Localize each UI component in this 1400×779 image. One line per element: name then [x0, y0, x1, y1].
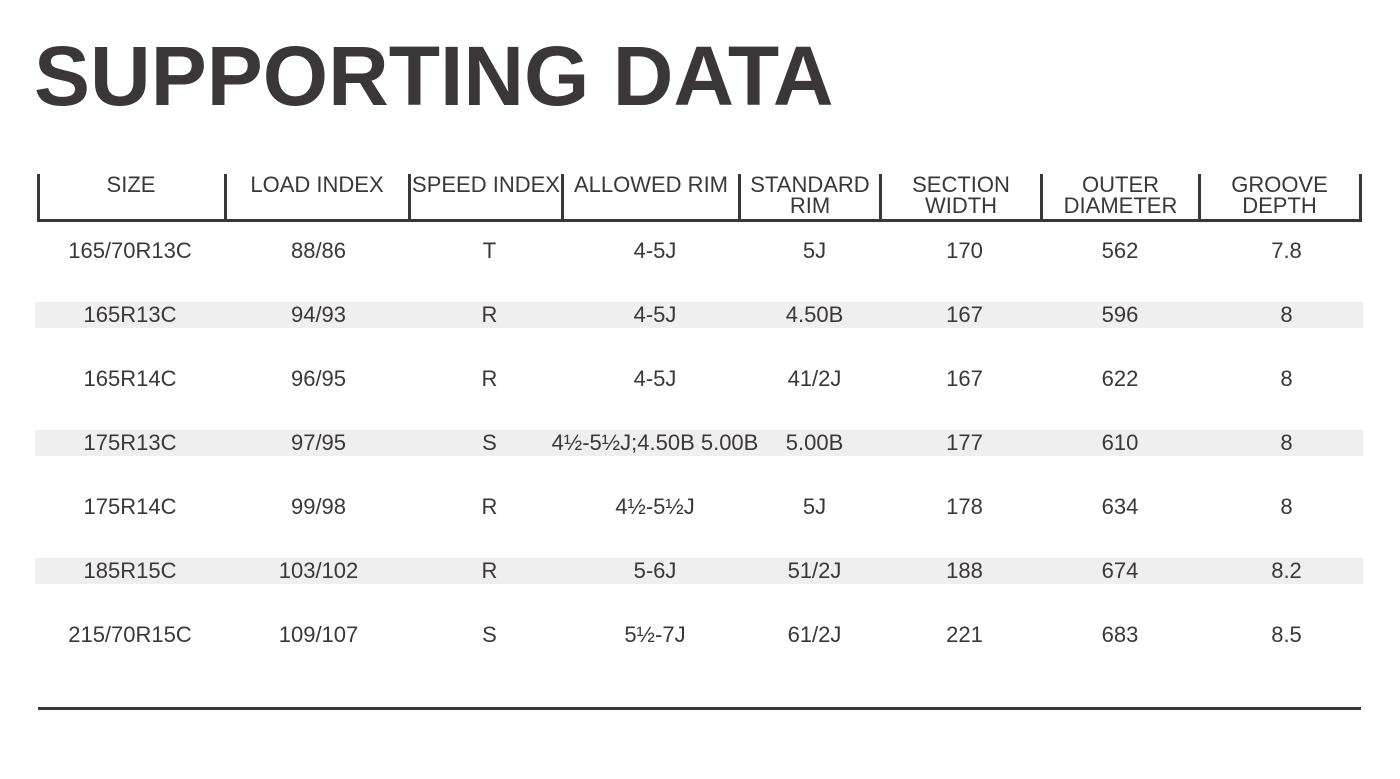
- cell-groove-depth: 8: [1280, 494, 1293, 519]
- cell-section-width: 177: [946, 430, 983, 455]
- header-section-width: SECTION WIDTH: [912, 172, 1010, 218]
- cell-section-width: 188: [946, 558, 983, 583]
- header-outer-diameter: OUTER DIAMETER: [1063, 172, 1178, 218]
- page-title: SUPPORTING DATA: [34, 29, 834, 123]
- cell-standard-rim: 5.00B: [785, 430, 844, 455]
- header-allowed-rim: ALLOWED RIM: [573, 172, 729, 197]
- cell-allowed-rim: 5-6J: [633, 558, 677, 583]
- cell-groove-depth: 8: [1280, 302, 1293, 327]
- cell-speed-index: T: [482, 238, 497, 263]
- cell-outer-diameter: 622: [1101, 366, 1139, 391]
- cell-standard-rim: 61/2J: [787, 622, 842, 647]
- cell-outer-diameter: 683: [1101, 622, 1139, 647]
- cell-allowed-rim: 5½-7J: [624, 622, 686, 647]
- cell-load-index: 94/93: [290, 302, 347, 327]
- cell-outer-diameter: 674: [1101, 558, 1139, 583]
- header-groove-depth: GROOVE DEPTH: [1231, 172, 1328, 218]
- cell-groove-depth: 7.8: [1271, 238, 1302, 263]
- cell-size: 175R14C: [83, 494, 177, 519]
- cell-allowed-rim: 4½-5½J: [615, 494, 695, 519]
- cell-load-index: 96/95: [290, 366, 347, 391]
- cell-section-width: 178: [946, 494, 983, 519]
- cell-speed-index: R: [481, 558, 498, 583]
- cell-speed-index: S: [482, 622, 497, 647]
- cell-standard-rim: 5J: [802, 238, 827, 263]
- cell-size: 215/70R15C: [68, 622, 192, 647]
- cell-speed-index: S: [482, 430, 497, 455]
- cell-section-width: 167: [946, 366, 983, 391]
- table-row: [35, 366, 1363, 392]
- column-divider: [1359, 174, 1362, 219]
- cell-load-index: 99/98: [290, 494, 347, 519]
- header-speed-index: SPEED INDEX: [412, 172, 560, 197]
- table-row: [35, 622, 1363, 648]
- cell-groove-depth: 8: [1280, 430, 1293, 455]
- table-body: [35, 238, 1363, 686]
- table-row: [35, 238, 1363, 264]
- table-row: [35, 494, 1363, 520]
- cell-load-index: 109/107: [278, 622, 359, 647]
- cell-groove-depth: 8.2: [1271, 558, 1302, 583]
- cell-allowed-rim: 4-5J: [633, 366, 677, 391]
- cell-size: 165R13C: [83, 302, 177, 327]
- cell-outer-diameter: 562: [1101, 238, 1139, 263]
- table-row: [35, 430, 1363, 456]
- table-row: [35, 558, 1363, 584]
- bottom-rule: [38, 707, 1361, 710]
- cell-outer-diameter: 634: [1101, 494, 1139, 519]
- cell-standard-rim: 4.50B: [785, 302, 844, 327]
- cell-size: 175R13C: [83, 430, 177, 455]
- cell-allowed-rim: 4½-5½J;4.50B 5.00B: [551, 430, 759, 455]
- cell-size: 165R14C: [83, 366, 177, 391]
- cell-section-width: 167: [946, 302, 983, 327]
- cell-load-index: 103/102: [278, 558, 359, 583]
- cell-speed-index: R: [481, 302, 498, 327]
- cell-load-index: 97/95: [290, 430, 347, 455]
- cell-standard-rim: 5J: [802, 494, 827, 519]
- table-row: [35, 302, 1363, 328]
- cell-size: 165/70R13C: [68, 238, 192, 263]
- cell-outer-diameter: 610: [1101, 430, 1139, 455]
- cell-standard-rim: 41/2J: [787, 366, 842, 391]
- cell-outer-diameter: 596: [1101, 302, 1139, 327]
- cell-standard-rim: 51/2J: [787, 558, 842, 583]
- cell-allowed-rim: 4-5J: [633, 302, 677, 327]
- supporting-data-table: [37, 172, 1362, 647]
- header-load-index: LOAD INDEX: [250, 172, 384, 197]
- cell-speed-index: R: [481, 494, 498, 519]
- cell-speed-index: R: [481, 366, 498, 391]
- cell-groove-depth: 8: [1280, 366, 1293, 391]
- cell-section-width: 221: [946, 622, 983, 647]
- header-standard-rim: STANDARD RIM: [750, 172, 870, 218]
- cell-groove-depth: 8.5: [1271, 622, 1302, 647]
- table-header-row: [37, 174, 1362, 222]
- cell-load-index: 88/86: [290, 238, 347, 263]
- cell-size: 185R15C: [83, 558, 177, 583]
- header-size: SIZE: [106, 172, 156, 197]
- cell-section-width: 170: [946, 238, 983, 263]
- cell-allowed-rim: 4-5J: [633, 238, 677, 263]
